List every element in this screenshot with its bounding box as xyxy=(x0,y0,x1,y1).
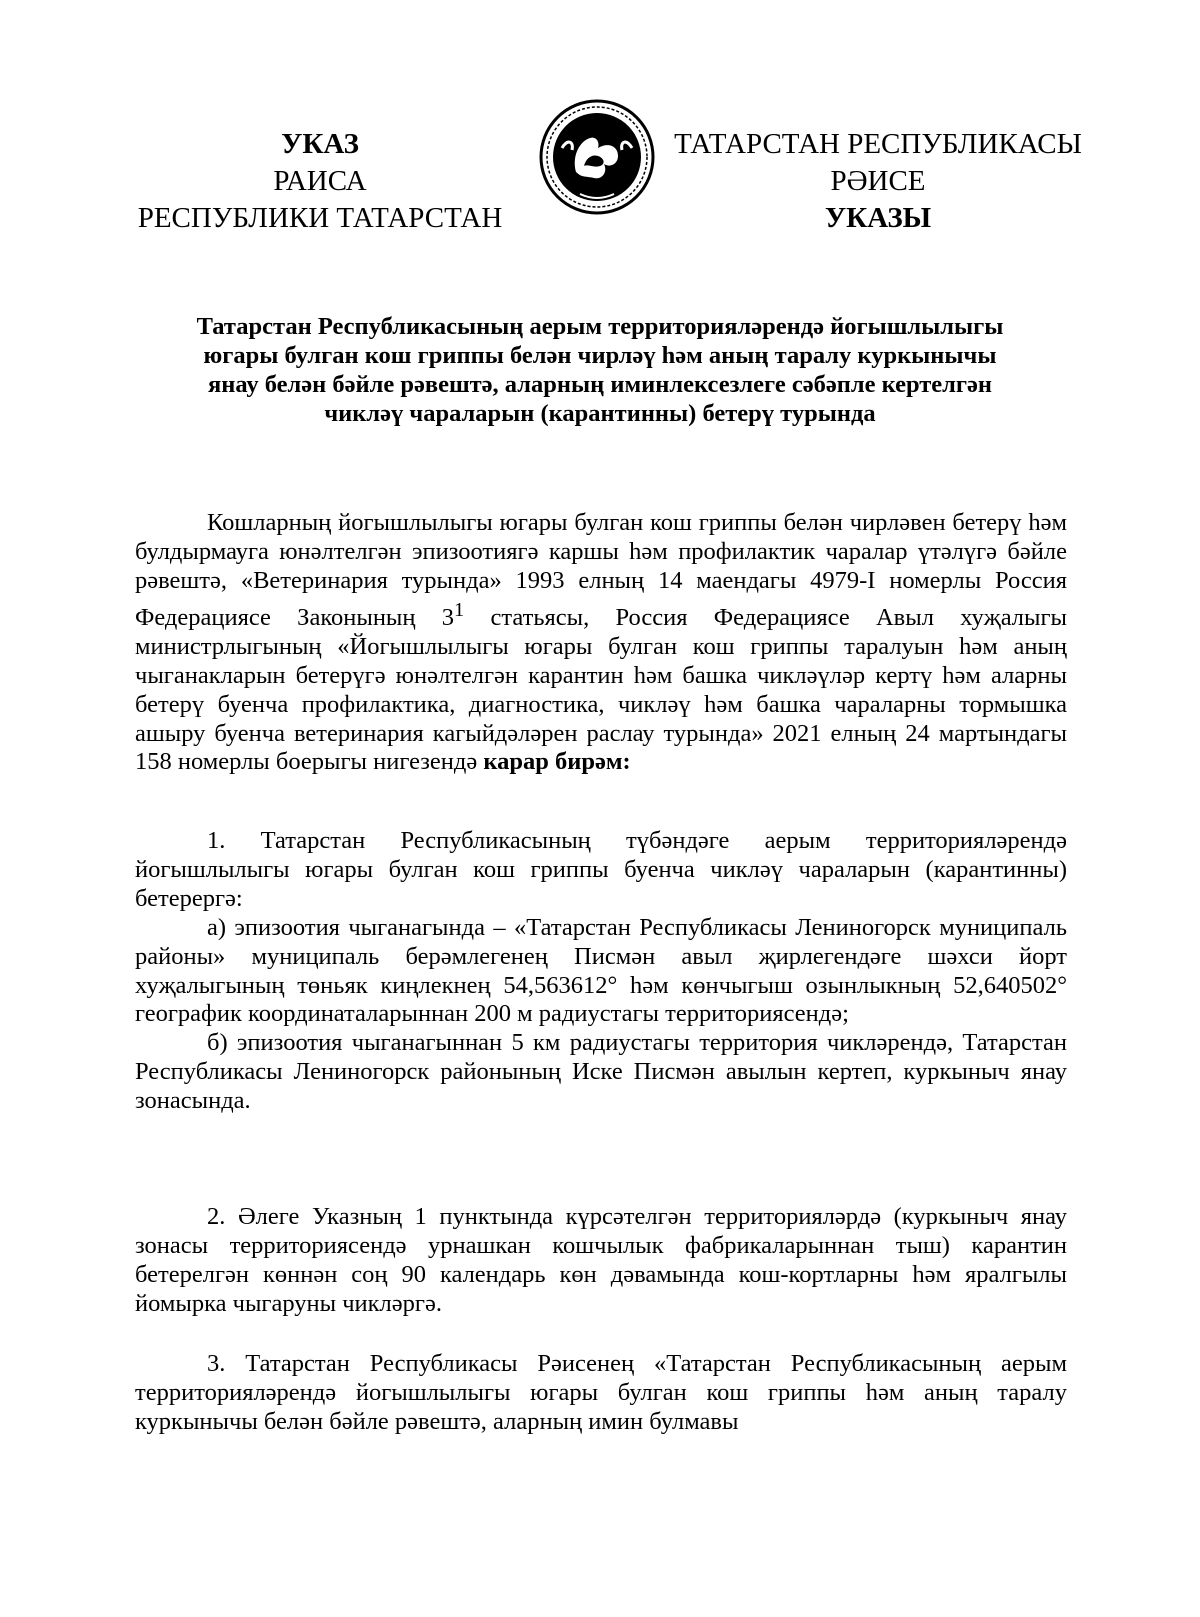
item-2 xyxy=(135,1203,1067,1319)
title-line: чикләү чараларын (карантинны) бетерү турында xyxy=(324,400,876,427)
decree-title xyxy=(130,312,1070,428)
item-1-a: а) эпизоотия чыганагында – «Татарстан Республикасы Лениногорск муниципаль районы» муниципаль берәмлегенең Писмән авыл җирлегендәге шәхси йорт хуҗалыгының төньяк киңлекнең 54,563612° һәм көнчыгыш озынлыкның 52,640502° географик координаталарыннан 200 м радиустагы территориясендә; xyxy=(135,913,1067,1028)
header-left-line1: УКАЗ xyxy=(281,128,359,160)
preamble-resolution: карар бирәм: xyxy=(483,748,631,776)
header-right-line1: ТАТАРСТАН РЕСПУБЛИКАСЫ xyxy=(674,128,1082,160)
header-left-line2: РАИСА xyxy=(273,165,367,197)
header-left-line3: РЕСПУБЛИКИ ТАТАРСТАН xyxy=(137,202,503,234)
header-right-line2: РӘИСЕ xyxy=(830,165,926,197)
header-left-block xyxy=(120,126,520,237)
item-2-text: 2. Әлеге Указның 1 пунктында күрсәтелгән территорияләрдә (куркыныч янау зонасы территориясендә урнашкан кошчылык фабрикаларыннан тыш) карантин бетерелгән көннән соң 90 календарь көн дәвамында кош-кортларны һәм яралгылы йомырка чыгаруны чикләргә. xyxy=(135,1203,1067,1317)
item-3 xyxy=(135,1350,1067,1437)
title-line: янау белән бәйле рәвештә, аларның иминлексезлеге сәбәпле кертелгән xyxy=(207,371,993,398)
title-line: Татарстан Республикасының аерым территорияләрендә йогышлылыгы xyxy=(196,313,1004,340)
item-1-intro: 1. Татарстан Республикасының түбәндәге аерым территорияләрендә йогышлылыгы югары булган кош гриппы буенча чикләү чараларын (карантинны) бетерергә: xyxy=(135,827,1067,912)
preamble-paragraph xyxy=(135,509,1067,777)
header-right-block xyxy=(668,126,1088,237)
item-3-text: 3. Татарстан Республикасы Рәисенең «Татарстан Республикасының аерым территорияләрендә йогышлылыгы югары булган кош гриппы һәм аның таралу куркынычы белән бәйле рәвештә, аларның имин булмавы xyxy=(135,1350,1067,1435)
item-1 xyxy=(135,827,1067,1116)
preamble-superscript: 1 xyxy=(454,598,465,621)
preamble-text: Кошларның йогышлылыгы югары булган кош гриппы белән чирләвен бетерү һәм булдырмауга юнәлтелгән эпизоотиягә каршы һәм профилактик чаралар үтәлүгә бәйле рәвештә, «Ветеринария турында» 1993 елның 14 маендагы 4979-I номерлы Россия Федерациясе Законының 3 xyxy=(135,509,1067,631)
header-right-line3: УКАЗЫ xyxy=(824,202,932,234)
item-1-b: б) эпизоотия чыганагыннан 5 км радиустагы территория чикләрендә, Татарстан Республикасы Лениногорск районының Иске Писмән авылын кертеп, куркыныч янау зонасында. xyxy=(135,1029,1067,1115)
coat-of-arms-icon xyxy=(538,98,656,216)
title-line: югары булган кош гриппы белән чирләү һәм аның таралу куркынычы xyxy=(203,342,997,369)
preamble-text-cont: статьясы, Россия Федерациясе Авыл хуҗалыгы министрлыгының «Йогышлылыгы югары булган кош гриппы таралуын һәм аның чыганакларын бетерүгә юнәлтелгән карантин һәм башка чикләүләр кертү һәм аларны бетерү буенча профилактика, диагностика, чикләү һәм башка чараларны тормышка ашыру буенча ветеринария кагыйдәләрен раслау турында» 2021 елның 24 мартындагы 158 номерлы боерыгы нигезендә xyxy=(135,603,1067,776)
